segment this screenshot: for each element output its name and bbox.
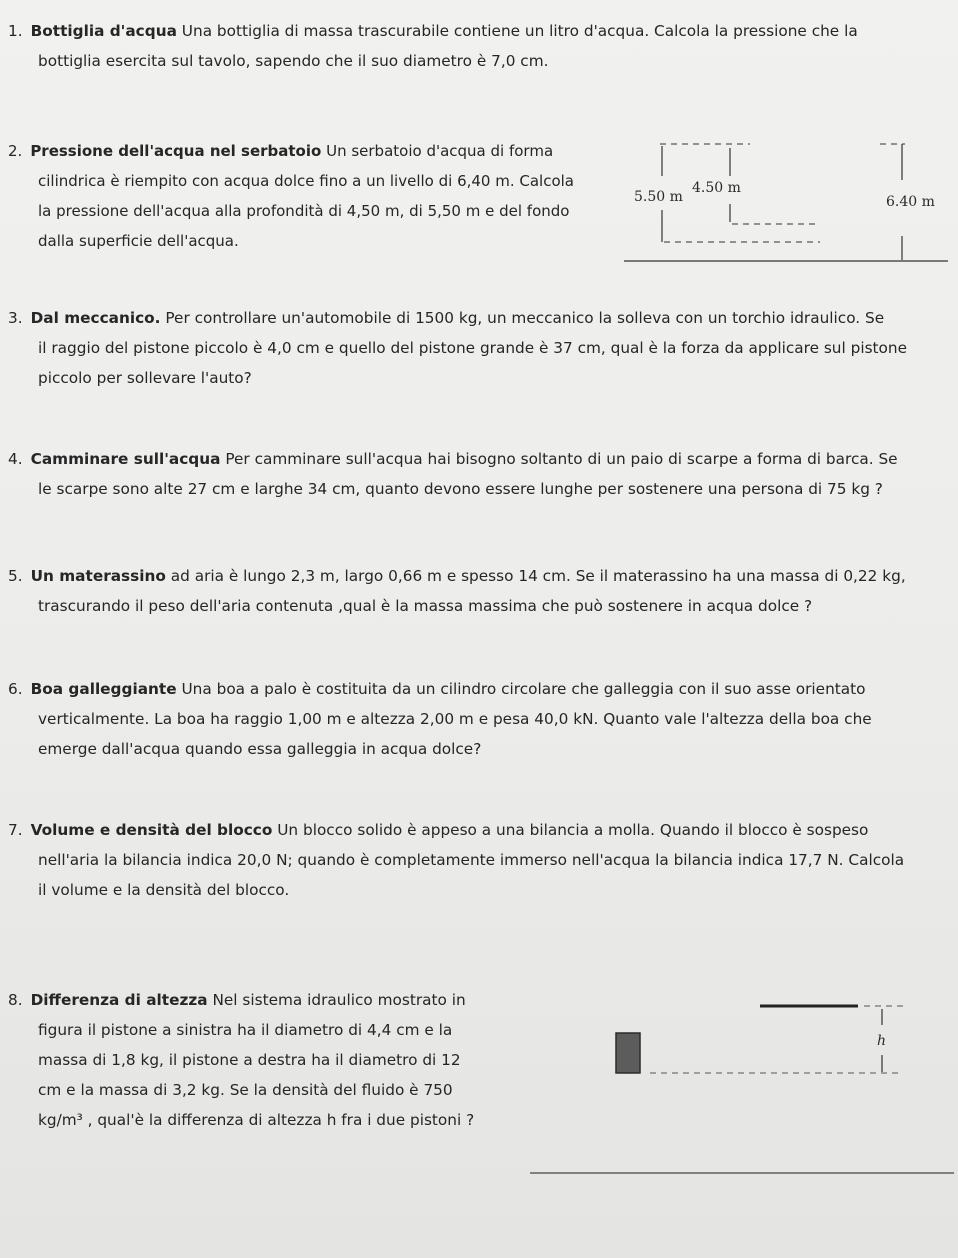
problem-number: 8. [8,991,23,1009]
label-h: h [877,1033,887,1049]
label-5-50: 5.50 m [634,189,683,205]
piston-diagram [520,995,956,1180]
problem-line: bottiglia esercita sul tavolo, sapendo che il suo diametro è 7,0 cm. [38,52,549,70]
problem-line: dalla superficie dell'acqua. [38,232,239,250]
left-piston [616,1033,640,1073]
problem-number: 2. [8,142,23,160]
problem-number: 7. [8,821,23,839]
problem-text: Un serbatoio d'acqua di forma [326,142,554,160]
tank-diagram [620,130,950,270]
problem-text: Un blocco solido è appeso a una bilancia a molla. Quando il blocco è sospeso [277,821,869,839]
problem-title: Dal meccanico. [30,309,161,327]
problem-text: ad aria è lungo 2,3 m, largo 0,66 m e spesso 14 cm. Se il materassino ha una massa di 0,22 kg, [170,567,906,585]
problem-6 [8,674,948,764]
problem-line: trascurando il peso dell'aria contenuta ,qual è la massa massima che può sostenere in acqua dolce ? [38,597,813,615]
problem-number: 5. [8,567,23,585]
problem-number: 4. [8,450,23,468]
problem-number: 3. [8,309,23,327]
problem-title: Bottiglia d'acqua [30,22,177,40]
label-4-50: 4.50 m [692,180,741,196]
problem-text: Per controllare un'automobile di 1500 kg, un meccanico la solleva con un torchio idraulico. Se [165,309,885,327]
problem-line: cilindrica è riempito con acqua dolce fino a un livello di 6,40 m. Calcola [38,172,574,190]
problem-4 [8,444,948,504]
problem-line: il volume e la densità del blocco. [38,881,290,899]
problem-text: Una bottiglia di massa trascurabile contiene un litro d'acqua. Calcola la pressione che la [181,22,858,40]
problem-line: figura il pistone a sinistra ha il diametro di 4,4 cm e la [38,1021,453,1039]
problem-line: piccolo per sollevare l'auto? [38,369,252,387]
problem-number: 1. [8,22,23,40]
problem-title: Pressione dell'acqua nel serbatoio [30,142,322,160]
problem-5 [8,561,948,621]
problem-text: Nel sistema idraulico mostrato in [212,991,466,1009]
problem-line: le scarpe sono alte 27 cm e larghe 34 cm, quanto devono essere lunghe per sostenere una persona di 75 kg ? [38,480,883,498]
problem-number: 6. [8,680,23,698]
problem-3 [8,303,948,393]
problem-line: massa di 1,8 kg, il pistone a destra ha il diametro di 12 [38,1051,461,1069]
problem-text: Una boa a palo è costituita da un cilindro circolare che galleggia con il suo asse orientato [181,680,866,698]
problem-line: verticalmente. La boa ha raggio 1,00 m e altezza 2,00 m e pesa 40,0 kN. Quanto vale l'altezza della boa che [38,710,872,728]
problem-line: la pressione dell'acqua alla profondità di 4,50 m, di 5,50 m e del fondo [38,202,570,220]
problem-8 [8,985,518,1135]
problem-text: Per camminare sull'acqua hai bisogno soltanto di un paio di scarpe a forma di barca. Se [225,450,898,468]
problem-line: nell'aria la bilancia indica 20,0 N; quando è completamente immerso nell'acqua la bilancia indica 17,7 N. Calcola [38,851,905,869]
problem-title: Camminare sull'acqua [30,450,221,468]
problem-line: emerge dall'acqua quando essa galleggia in acqua dolce? [38,740,482,758]
problem-title: Differenza di altezza [30,991,208,1009]
problem-line: kg/m³ , qual'è la differenza di altezza h fra i due pistoni ? [38,1111,475,1129]
label-6-40: 6.40 m [886,194,935,210]
problem-1 [8,16,938,76]
problem-title: Volume e densità del blocco [30,821,273,839]
problem-line: il raggio del pistone piccolo è 4,0 cm e quello del pistone grande è 37 cm, qual è la forza da applicare sul pistone [38,339,908,357]
problem-2 [8,136,608,256]
problem-title: Un materassino [30,567,166,585]
problem-title: Boa galleggiante [30,680,177,698]
problem-line: cm e la massa di 3,2 kg. Se la densità del fluido è 750 [38,1081,453,1099]
problem-7 [8,815,948,905]
